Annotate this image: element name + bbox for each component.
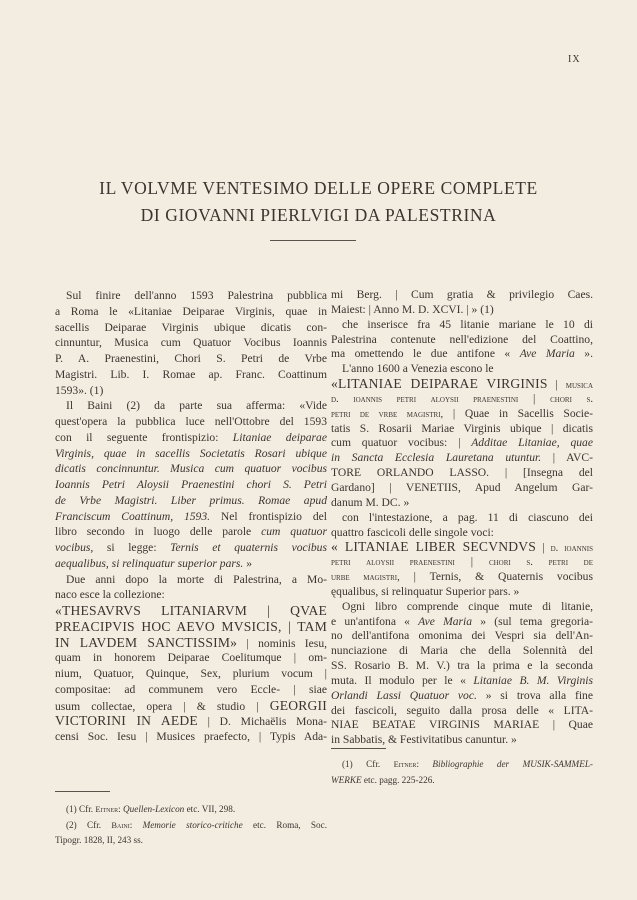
- text-segment: |: [518, 391, 551, 405]
- text-line: [55, 619, 327, 635]
- text-segment: P. A. Praenestini, Chori S. Petri de Vrbe: [55, 352, 327, 365]
- text-segment: in Sabbatis, & Festivitatibus canuntur. »: [331, 733, 517, 747]
- text-segment: 1593». (1): [55, 383, 104, 397]
- text-segment: ».: [574, 347, 594, 361]
- text-segment: nunciazione di Maria che della Solennità del: [331, 644, 593, 658]
- text-segment: con il seguente frontispizio:: [55, 430, 233, 444]
- text-segment: censi Soc. Iesu | Musices praefecto, | Typis Ada-: [55, 730, 327, 743]
- text-line: [331, 288, 593, 303]
- capitals-text: PREACIPVIS HOC AEVO MVSICIS, | TAM: [55, 618, 327, 634]
- text-line: [55, 666, 327, 682]
- italic-text: Ave Maria: [418, 614, 473, 628]
- text-segment: » (sul tema gregoria-: [472, 614, 593, 628]
- capitals-text: IN LAVDEM SANCTISSIM»: [55, 634, 238, 650]
- text-line: [55, 477, 327, 493]
- text-segment: quest'opera la pubblica luce nell'Ottobre del 1593: [55, 415, 327, 428]
- text-segment: | Ternis, & Quaternis vocibus: [399, 570, 593, 584]
- text-segment: Gardano] | VENETIIS, Apud Angelum Gar-: [331, 480, 593, 494]
- text-line: [331, 718, 593, 733]
- text-line: [55, 802, 327, 818]
- text-segment: Tipogr. 1828, II, 243 ss.: [55, 835, 143, 845]
- small-caps-text: petri aloysii praenestini: [331, 556, 455, 569]
- left-column: [55, 288, 327, 745]
- text-line: [55, 398, 327, 414]
- text-line: [331, 704, 593, 719]
- small-caps-text: Baini: [111, 819, 130, 830]
- italic-text: Ioannis Petri Aloysii Praenestini chori S. Petri: [55, 478, 327, 491]
- text-line: [331, 600, 593, 615]
- text-line: [331, 733, 593, 748]
- text-segment: si legge:: [93, 541, 171, 554]
- text-line: [55, 818, 327, 834]
- text-segment: Due anni dopo la morte di Palestrina, a Mo-: [66, 572, 327, 586]
- text-segment: nium, Quatuor, Quinque, Sex, plurium vocum |: [55, 667, 327, 680]
- text-line: [55, 414, 327, 430]
- text-segment: | D. Michaëlis Mona-: [197, 715, 327, 729]
- text-line: [55, 320, 327, 336]
- text-line: [331, 540, 593, 555]
- italic-text: de Vrbe Magistri. Liber primus. Romae apud: [55, 493, 327, 507]
- text-segment: (2) Cfr.: [66, 819, 112, 830]
- text-line: [55, 367, 327, 383]
- text-line: [55, 833, 327, 849]
- text-line: [331, 689, 593, 704]
- text-segment: compositae: ad communem vero Eccle- | siae: [55, 682, 327, 696]
- text-line: [55, 635, 327, 651]
- text-line: [331, 615, 593, 630]
- italic-text: in Sancta Ecclesia Lauretana utuntur.: [331, 451, 542, 465]
- footnotes-right: [331, 757, 593, 788]
- small-caps-text: chori s.: [550, 392, 594, 405]
- text-line: [55, 603, 327, 619]
- italic-text: Ave Maria: [519, 347, 575, 361]
- text-segment: quattro fascicoli delle singole voci:: [331, 525, 494, 539]
- text-segment: Magistri. Lib. I. Romae ap. Franc. Coattinum: [55, 367, 327, 381]
- text-line: [55, 682, 327, 698]
- text-segment: Ogni libro comprende cinque mute di litanie,: [342, 599, 593, 613]
- footnote-rule-left: [55, 791, 110, 792]
- text-line: [331, 511, 593, 526]
- text-segment: a Roma le «Litaniae Deiparae Virginis, quae in: [55, 304, 327, 318]
- italic-text: Virginis, quae in sacellis Societatis Rosari ubique: [55, 446, 327, 460]
- text-segment: :: [118, 804, 124, 814]
- text-line: [331, 555, 593, 570]
- title-rule: [270, 240, 356, 241]
- text-segment: Maiest: | Anno M. D. XCVI. | » (1): [331, 302, 494, 316]
- text-segment: (1) Cfr.: [66, 804, 96, 814]
- small-caps-text: chori s. petri de: [488, 556, 594, 569]
- text-segment: etc. pagg. 225-226.: [361, 774, 435, 785]
- text-segment: libro secondo in luogo delle parole: [55, 525, 262, 539]
- small-caps-text: urbe magistri,: [331, 571, 400, 584]
- text-line: [331, 644, 593, 659]
- text-line: [55, 335, 327, 351]
- capitals-text: «LITANIAE DEIPARAE VIRGINIS: [331, 376, 548, 392]
- text-line: [331, 407, 593, 422]
- text-line: [55, 650, 327, 666]
- italic-text: Ternis et quaternis vocibus: [170, 541, 327, 554]
- text-line: [55, 288, 327, 304]
- text-segment: no dell'antifona omonima dei Vespri sia dell'An-: [331, 629, 593, 643]
- capitals-text: VICTORINI IN AEDE: [55, 713, 198, 729]
- text-segment: Nel frontispizio del: [210, 509, 327, 523]
- footnotes-left: [55, 802, 327, 849]
- text-segment: etc. Roma, Soc.: [242, 819, 328, 830]
- text-line: [331, 318, 593, 333]
- text-line: [331, 481, 593, 496]
- text-segment: (1) Cfr.: [342, 759, 394, 769]
- italic-text: WERKE: [331, 774, 362, 785]
- text-line: [55, 304, 327, 320]
- italic-text: vocibus,: [55, 541, 94, 554]
- text-segment: L'anno 1600 a Venezia escono le: [342, 362, 494, 376]
- text-line: [331, 757, 593, 773]
- text-segment: |: [547, 378, 566, 392]
- small-caps-text: d. ioannis petri aloysii praenestini: [331, 392, 519, 405]
- small-caps-text: musica: [565, 379, 593, 392]
- footnote-rule-right: [331, 748, 386, 749]
- text-segment: ęqualibus, si relinquatur Superior pars. »: [331, 584, 520, 598]
- text-line: [331, 526, 593, 541]
- text-segment: quam in honorem Deiparae Coelitumque | om-: [55, 651, 327, 665]
- text-line: [331, 436, 593, 451]
- text-segment: :: [416, 759, 433, 769]
- italic-text: Orlandi Lassi Quatuor voc.: [331, 688, 477, 702]
- text-segment: che inserisce fra 45 litanie mariane le 10 di: [342, 317, 593, 331]
- text-segment: naco esce la collezione:: [55, 588, 165, 602]
- text-line: [55, 698, 327, 714]
- text-segment: sacellis Deiparae Virginis ubique dicatis con-: [55, 320, 327, 334]
- text-segment: TORE ORLANDO LASSO. | [Insegna del: [331, 466, 593, 480]
- text-segment: Palestrina contenute nell'edizione del Coattino,: [331, 332, 593, 346]
- small-caps-text: petri de vrbe magistri,: [331, 407, 444, 420]
- text-segment: »: [243, 556, 253, 570]
- text-segment: |: [536, 541, 551, 555]
- text-segment: tatis S. Rosarii Mariae Virginis ubique | dicatis: [331, 421, 593, 435]
- text-segment: | AVC-: [541, 451, 593, 465]
- italic-text: Litaniae B. M. Virginis: [473, 673, 593, 687]
- text-segment: SS. Rosario B. M. V.) tra la prima e la seconda: [331, 659, 593, 673]
- text-segment: » si trova alla fine: [476, 688, 593, 702]
- text-line: [331, 570, 593, 585]
- text-segment: dei fascicoli, seguito dalla prosa delle « LITA-: [331, 703, 593, 717]
- text-line: [55, 383, 327, 399]
- italic-text: Litaniae deiparae: [232, 430, 327, 444]
- capitals-text: « LITANIAE LIBER SECVNDVS: [331, 539, 537, 555]
- text-segment: ma omettendo le due antifone «: [331, 347, 520, 361]
- text-line: [331, 659, 593, 674]
- text-line: [331, 585, 593, 600]
- text-line: [55, 524, 327, 540]
- text-line: [55, 493, 327, 509]
- text-line: [55, 587, 327, 603]
- text-segment: cinnuntur, Musica cum Quatuor Vocibus Ioannis: [55, 336, 327, 350]
- text-line: [331, 347, 593, 362]
- text-segment: etc. VII, 298.: [184, 804, 236, 814]
- text-segment: mi Berg. | Cum gratia & privilegio Caes.: [331, 288, 593, 301]
- text-segment: e un'antifona «: [331, 614, 419, 628]
- text-line: [55, 461, 327, 477]
- page-number: IX: [568, 54, 581, 65]
- text-segment: |: [454, 555, 489, 569]
- italic-text: Memorie storico-critiche: [142, 819, 243, 830]
- text-line: [55, 509, 327, 525]
- text-line: [331, 496, 593, 511]
- capitals-text: «THESAVRVS LITANIARVM | QVAE: [55, 603, 327, 618]
- text-segment: con l'intestazione, a pag. 11 di ciascuno dei: [342, 510, 593, 524]
- text-line: [331, 362, 593, 377]
- text-segment: cum quatuor vocibus: |: [331, 436, 472, 450]
- text-line: [55, 729, 327, 745]
- text-line: [331, 333, 593, 348]
- text-line: [331, 773, 593, 789]
- text-segment: Sul finire dell'anno 1593 Palestrina pubblica: [66, 289, 327, 302]
- right-column: [331, 288, 593, 748]
- text-line: [331, 629, 593, 644]
- text-segment: :: [129, 819, 143, 830]
- italic-text: Additae Litaniae, quae: [471, 436, 593, 450]
- italic-text: dicatis concinnuntur. Musica cum quatuor vocibus: [55, 462, 327, 476]
- text-line: [55, 540, 327, 556]
- small-caps-text: Eitner: [95, 804, 119, 814]
- chapter-title-line-2: DI GIOVANNI PIERLVIGI DA PALESTRINA: [140, 205, 497, 225]
- text-segment: | Quae in Sacellis Socie-: [443, 406, 593, 420]
- text-line: [331, 674, 593, 689]
- text-line: [55, 572, 327, 588]
- capitals-text: GEORGII: [269, 697, 327, 713]
- text-segment: muta. Il modulo per le «: [331, 673, 474, 687]
- text-line: [331, 392, 593, 407]
- small-caps-text: Eitner: [393, 759, 417, 769]
- text-line: [331, 377, 593, 392]
- italic-text: cum quatuor: [261, 525, 327, 539]
- text-line: [55, 713, 327, 729]
- text-segment: NIAE BEATAE VIRGINIS MARIAE | Quae: [331, 718, 593, 732]
- italic-text: aequalibus, si relinquatur superior pars.: [55, 556, 244, 570]
- text-line: [55, 446, 327, 462]
- italic-text: Franciscum Coattinum, 1593.: [55, 509, 211, 523]
- text-line: [331, 451, 593, 466]
- italic-text: Bibliographie der MUSIK-SAMMEL-: [432, 759, 593, 769]
- text-line: [331, 466, 593, 481]
- text-segment: Il Baini (2) da parte sua afferma: «Vide: [66, 399, 327, 413]
- text-line: [55, 430, 327, 446]
- text-segment: danum M. DC. »: [331, 495, 410, 509]
- small-caps-text: d. ioannis: [550, 542, 593, 555]
- chapter-title-line-1: IL VOLVME VENTESIMO DELLE OPERE COMPLETE: [99, 178, 538, 198]
- text-line: [331, 422, 593, 437]
- text-segment: | nominis Iesu,: [237, 636, 328, 650]
- text-line: [55, 556, 327, 572]
- text-segment: usum collectae, opera | & studio |: [55, 699, 270, 713]
- italic-text: Quellen-Lexicon: [123, 804, 185, 814]
- text-line: [55, 351, 327, 367]
- text-line: [331, 303, 593, 318]
